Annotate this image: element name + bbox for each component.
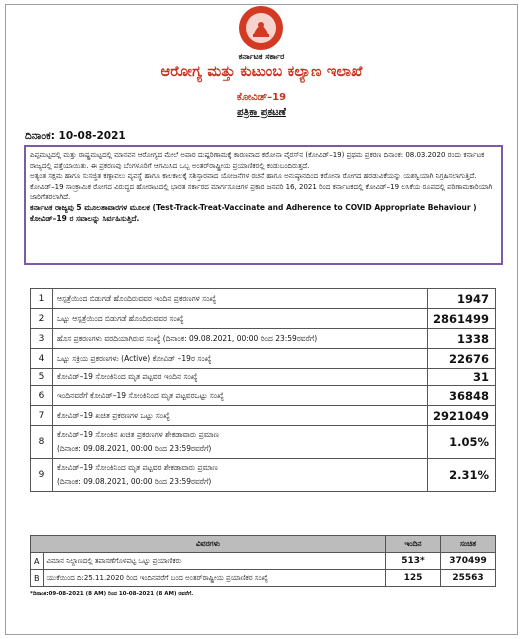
row-value: 1.05% — [428, 426, 496, 459]
row-label: ಇಂದಿನವರೆಗೆ ಕೋವಿಡ್–19 ಸೋಂಕಿನಿಂದ ಮೃತ ಪಟ್ಟವರಒಟ್ಟು ಸಂಖ್ಯೆ — [53, 386, 428, 406]
row-label: ವಿಮಾನ ನಿಲ್ದಾಣದಲ್ಲಿ ತಪಾಸಣೆಗೊಳಪಟ್ಟ ಒಟ್ಟು ಪ್ರಯಾಣಿಕರು — [43, 553, 386, 570]
row-value: 1338 — [428, 329, 496, 349]
row-value: 22676 — [428, 349, 496, 369]
row-letter: A — [31, 553, 44, 570]
table-row — [31, 329, 496, 349]
table-row — [31, 570, 496, 587]
row-number: 1 — [31, 289, 53, 309]
row-number: 6 — [31, 386, 53, 406]
row-total: 370499 — [441, 553, 496, 570]
intro-box — [24, 145, 503, 265]
header-details: ವಿವರಗಳು — [31, 536, 386, 553]
row-value: 1947 — [428, 289, 496, 309]
row-number: 9 — [31, 459, 53, 492]
karnataka-emblem-icon — [237, 4, 285, 52]
row-label: ಹೊಸ ಪ್ರಕರಣಗಳು ವರದಿಯಾಗಿರುವ ಸಂಖ್ಯೆ (ದಿನಾಂಕ: 09.08.2021, 00:00 ರಿಂದ 23:59ರವರೆಗೆ) — [53, 329, 428, 349]
intro-paragraph-1: ಪಿಪ್ಪಮಟ್ಟದಲ್ಲಿ ಮತ್ತು ರಾಷ್ಟ್ರಮಟ್ಟದಲ್ಲಿ ಮಾನವನ ಆರೋಗ್ಯದ ಮೇಲೆ ಅಪಾರ ದುಷ್ಪರಿಣಾಮಕ್ಕೆ ಕಾರಣವಾದ ಕರೋನಾ ವೈರಸ್‌ನ (ಕೋವಿಡ್–19) ಪ್ರಥಮ ಪ್ರಕರಣ ದಿನಾಂಕ: 08.03.2020 ರಂದು ಕರ್ನಾಟಕ ರಾಜ್ಯದಲ್ಲಿ ಪತ್ತೆಯಾಯಿತು. ಈ ಪ್ರಕರಣವು ಬೆಂಗಳೂರಿಗೆ ಆಗಮಿಸಿದ ಒಬ್ಬ ಅಂತರ್‌ರಾಷ್ಟ್ರೀಯ ಪ್ರಯಾಣಿಕರಲ್ಲಿ ಕಂಡುಬಂದಿರುತ್ತದೆ. — [30, 151, 485, 170]
row-label: ಒಟ್ಟು ಆಸ್ಪತ್ರೆಯಿಂದ ಬಿಡುಗಡೆ ಹೊಂದಿರುವವರ ಸಂಖ್ಯೆ — [53, 309, 428, 329]
row-number: 4 — [31, 349, 53, 369]
row-label: ಕೋವಿಡ್–19 ಸೋಂಕಿನಿಂದ ಮೃತ ಪಟ್ಟವರ ಇಂದಿನ ಸಂಖ್ಯೆ — [53, 369, 428, 386]
row-number: 3 — [31, 329, 53, 349]
row-label-cell — [53, 426, 428, 459]
header-cumulative: ಸಂಚಿತ — [441, 536, 496, 553]
row-today: 125 — [386, 570, 441, 587]
row-sublabel: (ದಿನಾಂಕ: 09.08.2021, 00:00 ರಿಂದ 23:59ರವರೆಗೆ) — [57, 477, 212, 486]
row-label: ಒಟ್ಟು ಸಕ್ರಿಯ ಪ್ರಕರಣಗಳು (Active) ಕೋವಿಡ್ –19ರ ಸಂಖ್ಯೆ — [53, 349, 428, 369]
row-label: ಕೋವಿಡ್–19 ಸೋಂಕಿನ ಖಚಿತ ಪ್ರಕರಣಗಳ ಶೇಕಡಾವಾರು ಪ್ರಮಾಣ — [57, 430, 219, 439]
row-label: ಕೋವಿಡ್–19 ಖಚಿತ ಪ್ರಕರಣಗಳ ಒಟ್ಟು ಸಂಖ್ಯೆ — [53, 406, 428, 426]
row-today: 513* — [386, 553, 441, 570]
row-total: 25563 — [441, 570, 496, 587]
table-row — [31, 309, 496, 329]
table-row — [31, 349, 496, 369]
row-label: ಆಸ್ಪತ್ರೆಯಿಂದ ಬಿಡುಗಡೆ ಹೊಂದಿರುವವರ ಇಂದಿನ ಪ್ರಕರಣಗಳ ಸಂಖ್ಯೆ — [53, 289, 428, 309]
row-value: 36848 — [428, 386, 496, 406]
row-value: 31 — [428, 369, 496, 386]
intro-paragraph-2: ಅತ್ಯಂತ ಸಕ್ಷಮ ಹಾಗೂ ಸುಸಜ್ಜಿತ ಕಣ್ಗಾವಲು ವ್ಯವಸ್ಥೆ ಹಾಗೂ ಕಾಲಕಾಲಕ್ಕೆ ಸಶಿಸ್ತಾರವಾದ ಯೋಜನೆಗಳ ರಚನೆ ಹಾಗೂ ಅನುಷ್ಠಾನದಿಂದ ಕರೋನಾ ರೋಗದ ಹರಡುವಿಕೆಯನ್ನು ಯಶಸ್ವಿಯಾಗಿ ನಿಗ್ರಹಿಸಲಾಗುತ್ತಿದೆ. — [30, 172, 477, 181]
table-row — [31, 426, 496, 459]
row-value: 2.31% — [428, 459, 496, 492]
table-row — [31, 553, 496, 570]
travel-table — [30, 535, 496, 587]
press-release-heading: ಪತ್ರಿಕಾ ಪ್ರಕಟಣೆ — [237, 107, 286, 118]
release-date: ದಿನಾಂಕ: 10-08-2021 — [25, 130, 126, 142]
row-number: 8 — [31, 426, 53, 459]
row-label-cell — [53, 459, 428, 492]
table-row — [31, 406, 496, 426]
row-sublabel: (ದಿನಾಂಕ: 09.08.2021, 00:00 ರಿಂದ 23:59ರವರೆಗೆ) — [57, 444, 212, 453]
row-value: 2921049 — [428, 406, 496, 426]
intro-paragraph-3: ಕೋವಿಡ್–19 ಸಾಂಕ್ರಾಮಿಕ ರೋಗದ ವಿರುದ್ಧದ ಹೋರಾಟದಲ್ಲಿ ಭಾರತ ಸರ್ಕಾರದ ಮಾರ್ಗಸೂಚಿಗಳ ಪ್ರಕಾರ ಜನವರಿ 16, 2021 ರಿಂದ ಕರ್ನಾಟಕದಲ್ಲಿ ಕೋವಿಡ್–19 ಲಸಿಕೆಯ ರೂಪದಲ್ಲಿ ಪರಿಣಾಮಕಾರಿಯಾಗಿ ಜಾರಿಗೆತರಲಾಗಿದೆ. — [30, 182, 493, 202]
row-value: 2861499 — [428, 309, 496, 329]
header-today: ಇಂದಿನ — [386, 536, 441, 553]
table-row — [31, 369, 496, 386]
row-label: ಯುಕೆಯಿಂದ ದಿ:25.11.2020 ರಿಂದ ಇಂದಿನವರೆಗೆ ಬಂದ ಅಂತರ್‌ರಾಷ್ಟ್ರೀಯ ಪ್ರಯಾಣಿಕರ ಸಂಖ್ಯೆ — [43, 570, 386, 587]
row-label: ಕೋವಿಡ್–19 ಸೋಂಕಿನಿಂದ ಮೃತ ಪಟ್ಟವರ ಶೇಕಡಾವಾರು ಪ್ರಮಾಣ — [57, 463, 218, 472]
row-number: 5 — [31, 369, 53, 386]
covid-heading: ಕೋವಿಡ್–19 — [236, 92, 287, 103]
intro-paragraph-4: ಕರ್ನಾಟಕ ರಾಜ್ಯವು 5 ಮೂಲತಾವಾರಗಳ ಮೂಲಕ (Test-Track-Treat-Vaccinate and Adherence to COVID Appropriate Behaviour ) ಕೋವಿಡ್–19 ರ ಸವಾಲನ್ನು ಸಿರ್ವಹಿಸುತ್ತಿದೆ. — [30, 202, 477, 223]
row-number: 7 — [31, 406, 53, 426]
table-row — [31, 289, 496, 309]
table-header-row — [31, 536, 496, 553]
row-number: 2 — [31, 309, 53, 329]
table-row — [31, 386, 496, 406]
department-title: ಆರೋಗ್ಯ ಮತ್ತು ಕುಟುಂಬ ಕಲ್ಯಾಣ ಇಲಾಖೆ — [160, 64, 363, 80]
footnote: *ದಿನಾಂಕ:09-08-2021 (8 AM) ರಿಂದ 10-08-2021 (8 AM) ರವರೆಗೆ. — [30, 591, 194, 597]
stats-table — [30, 288, 496, 492]
government-name: ಕರ್ನಾಟಕ ಸರ್ಕಾರ — [238, 52, 285, 61]
table-row — [31, 459, 496, 492]
row-letter: B — [31, 570, 44, 587]
